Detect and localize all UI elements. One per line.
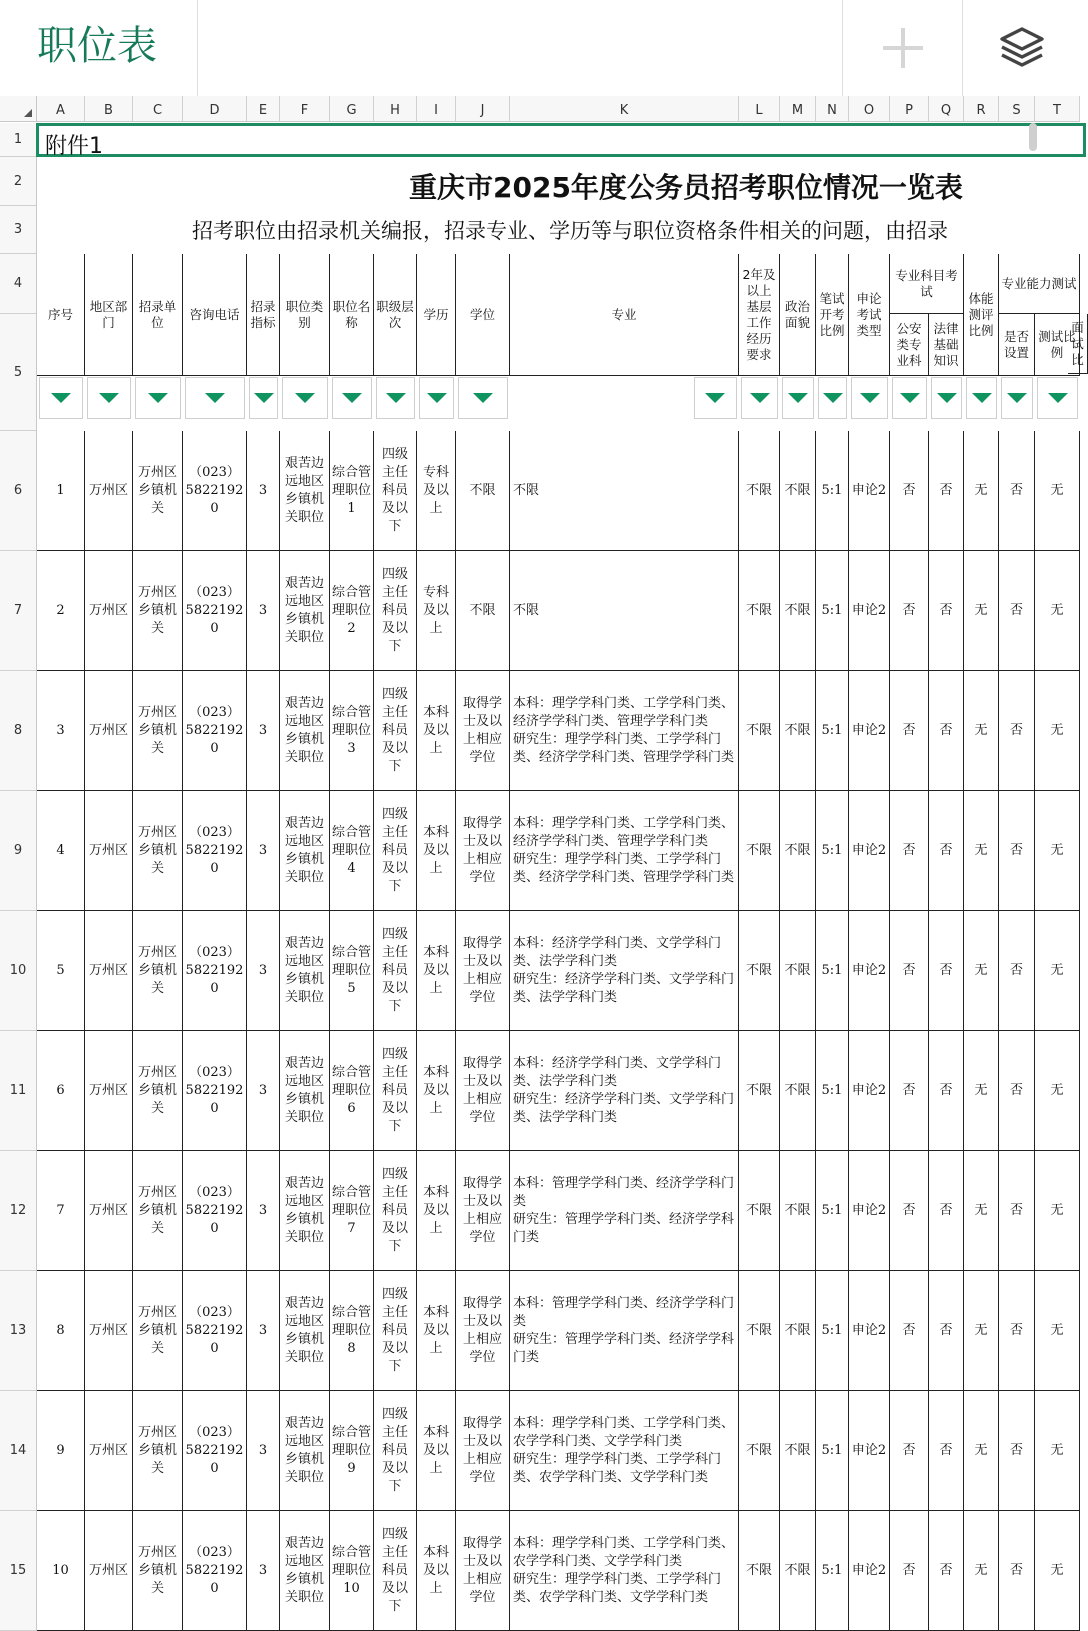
cell-phys[interactable]: 无: [964, 1511, 999, 1631]
cell-law[interactable]: 否: [929, 1391, 964, 1511]
cell-seq[interactable]: 8: [37, 1271, 85, 1391]
cell-major[interactable]: 本科：理学学科门类、工学学科门类、经济学学科门类、管理学学科门类 研究生：理学学科门类、工学学科门类、经济学学科门类、管理学学科门类: [510, 671, 739, 791]
chevron-down-icon: [1007, 393, 1027, 403]
cell-phone[interactable]: （023）58221920: [183, 671, 247, 791]
column-header-B[interactable]: B: [85, 96, 133, 122]
cell-type[interactable]: 艰苦边远地区乡镇机关职位: [280, 1151, 330, 1271]
toolbar: [0, 0, 1080, 97]
table-title: 重庆市2025年度公务员招考职位情况一览表: [409, 171, 963, 204]
row-header-13[interactable]: 13: [0, 1271, 37, 1391]
header-essay_type[interactable]: 申论考试类型: [849, 254, 890, 376]
header-job_level[interactable]: 职级层次: [374, 254, 417, 376]
cell-exp[interactable]: 不限: [739, 431, 780, 551]
cell-quota[interactable]: 3: [247, 1391, 280, 1511]
cell-phys[interactable]: 无: [964, 1391, 999, 1511]
cell-pol[interactable]: 不限: [780, 1271, 816, 1391]
column-header-E[interactable]: E: [247, 96, 280, 122]
cell-name[interactable]: 综合管理职位7: [330, 1151, 374, 1271]
header-group-ability[interactable]: 专业能力测试: [999, 254, 1080, 314]
column-header-C[interactable]: C: [133, 96, 183, 122]
cell-level[interactable]: 四级主任科员及以下: [374, 431, 417, 551]
chevron-down-icon: [788, 393, 808, 403]
column-header-F[interactable]: F: [280, 96, 330, 122]
cell-degree[interactable]: 取得学士及以上相应学位: [456, 911, 510, 1031]
cell-level[interactable]: 四级主任科员及以下: [374, 1391, 417, 1511]
table-notice: 招考职位由招录机关编报，招录专业、学历等与职位资格条件相关的问题，由招录: [192, 219, 948, 243]
cell-exp[interactable]: 不限: [739, 1511, 780, 1631]
cell-exp[interactable]: 不限: [739, 1151, 780, 1271]
cell-police[interactable]: 否: [890, 1271, 929, 1391]
selected-cell-a1[interactable]: [36, 123, 1086, 157]
header-phone[interactable]: 咨询电话: [183, 254, 247, 376]
cell-region[interactable]: 万州区: [85, 791, 133, 911]
column-header-Q[interactable]: Q: [929, 96, 964, 122]
header-job_name[interactable]: 职位名称: [330, 254, 374, 376]
cell-pol[interactable]: 不限: [780, 911, 816, 1031]
plus-icon: [881, 26, 925, 70]
cell-type[interactable]: 艰苦边远地区乡镇机关职位: [280, 791, 330, 911]
row-header-1[interactable]: 1: [0, 123, 37, 157]
cell-edu[interactable]: 本科及以上: [417, 1511, 456, 1631]
cell-set[interactable]: 否: [999, 1031, 1035, 1151]
row-header-11[interactable]: 11: [0, 1031, 37, 1151]
cell-level[interactable]: 四级主任科员及以下: [374, 1511, 417, 1631]
cell-phone[interactable]: （023）58221920: [183, 911, 247, 1031]
cell-essay[interactable]: 申论2: [849, 431, 890, 551]
cell-name[interactable]: 综合管理职位8: [330, 1271, 374, 1391]
cell-phone[interactable]: （023）58221920: [183, 431, 247, 551]
header-quota[interactable]: 招录指标: [247, 254, 280, 376]
cell-pol[interactable]: 不限: [780, 1391, 816, 1511]
cell-tratio[interactable]: 无: [1035, 1151, 1080, 1271]
cell-unit[interactable]: 万州区乡镇机关: [133, 791, 183, 911]
cell-type[interactable]: 艰苦边远地区乡镇机关职位: [280, 911, 330, 1031]
cell-name[interactable]: 综合管理职位10: [330, 1511, 374, 1631]
cell-phone[interactable]: （023）58221920: [183, 551, 247, 671]
cell-phone[interactable]: （023）58221920: [183, 1151, 247, 1271]
cell-seq[interactable]: 2: [37, 551, 85, 671]
cell-phys[interactable]: 无: [964, 791, 999, 911]
cell-degree[interactable]: 取得学士及以上相应学位: [456, 671, 510, 791]
column-header-J[interactable]: J: [456, 96, 510, 122]
cell-seq[interactable]: 6: [37, 1031, 85, 1151]
cell-quota[interactable]: 3: [247, 1271, 280, 1391]
cell-essay[interactable]: 申论2: [849, 551, 890, 671]
cell-type[interactable]: 艰苦边远地区乡镇机关职位: [280, 1271, 330, 1391]
cell-edu[interactable]: 本科及以上: [417, 911, 456, 1031]
chevron-down-icon: [473, 393, 493, 403]
column-header-S[interactable]: S: [999, 96, 1035, 122]
cell-law[interactable]: 否: [929, 671, 964, 791]
cell-major[interactable]: 本科：理学学科门类、工学学科门类、农学学科门类、文学学科门类 研究生：理学学科门类、工学学科门类、农学学科门类、文学学科门类: [510, 1391, 739, 1511]
cell-degree[interactable]: 取得学士及以上相应学位: [456, 1151, 510, 1271]
cell-ratio[interactable]: 5:1: [816, 1391, 849, 1511]
cell-pol[interactable]: 不限: [780, 671, 816, 791]
cell-ratio[interactable]: 5:1: [816, 551, 849, 671]
cell-region[interactable]: 万州区: [85, 671, 133, 791]
cell-ratio[interactable]: 5:1: [816, 1151, 849, 1271]
cell-name[interactable]: 综合管理职位5: [330, 911, 374, 1031]
cell-ratio[interactable]: 5:1: [816, 1511, 849, 1631]
cell-unit[interactable]: 万州区乡镇机关: [133, 1511, 183, 1631]
cell-pol[interactable]: 不限: [780, 791, 816, 911]
cell-major[interactable]: 本科：管理学学科门类、经济学学科门类 研究生：管理学学科门类、经济学学科门类: [510, 1271, 739, 1391]
cell-essay[interactable]: 申论2: [849, 791, 890, 911]
spreadsheet-grid[interactable]: [0, 96, 1084, 1614]
cell-name[interactable]: 综合管理职位6: [330, 1031, 374, 1151]
layers-icon: [999, 25, 1045, 71]
chevron-down-icon: [386, 393, 406, 403]
chevron-down-icon: [148, 393, 168, 403]
cell-tratio[interactable]: 无: [1035, 1511, 1080, 1631]
cell-region[interactable]: 万州区: [85, 1271, 133, 1391]
cell-unit[interactable]: 万州区乡镇机关: [133, 671, 183, 791]
cell-quota[interactable]: 3: [247, 671, 280, 791]
cell-phys[interactable]: 无: [964, 1151, 999, 1271]
cell-unit[interactable]: 万州区乡镇机关: [133, 911, 183, 1031]
cell-phone[interactable]: （023）58221920: [183, 1031, 247, 1151]
cell-region[interactable]: 万州区: [85, 1151, 133, 1271]
header-experience[interactable]: 2年及以上基层工作经历要求: [739, 254, 780, 376]
cell-phone[interactable]: （023）58221920: [183, 1511, 247, 1631]
chevron-down-icon: [342, 393, 362, 403]
row-header-3[interactable]: 3: [0, 206, 37, 254]
row-header-8[interactable]: 8: [0, 671, 37, 791]
cell-phys[interactable]: 无: [964, 431, 999, 551]
header-physical[interactable]: 体能测评比例: [964, 254, 999, 376]
cell-exp[interactable]: 不限: [739, 671, 780, 791]
cell-degree[interactable]: 不限: [456, 551, 510, 671]
cell-major[interactable]: 本科：经济学学科门类、文学学科门类、法学学科门类 研究生：经济学学科门类、文学学科门类、法学学科门类: [510, 1031, 739, 1151]
cell-set[interactable]: 否: [999, 1271, 1035, 1391]
cell-region[interactable]: 万州区: [85, 1031, 133, 1151]
cell-level[interactable]: 四级主任科员及以下: [374, 1031, 417, 1151]
column-header-M[interactable]: M: [780, 96, 816, 122]
cell-edu[interactable]: 本科及以上: [417, 1391, 456, 1511]
chevron-down-icon: [860, 393, 880, 403]
cell-tratio[interactable]: 无: [1035, 671, 1080, 791]
chevron-down-icon: [51, 393, 71, 403]
cell-edu[interactable]: 本科及以上: [417, 671, 456, 791]
cell-law[interactable]: 否: [929, 1271, 964, 1391]
row-header-7[interactable]: 7: [0, 551, 37, 671]
cell-set[interactable]: 否: [999, 431, 1035, 551]
cell-name[interactable]: 综合管理职位9: [330, 1391, 374, 1511]
column-header-K[interactable]: K: [510, 96, 739, 122]
header-major[interactable]: 专业: [510, 254, 739, 376]
header-group-pro-exam[interactable]: 专业科目考试: [890, 254, 964, 314]
cell-tratio[interactable]: 无: [1035, 1391, 1080, 1511]
cell-phone[interactable]: （023）58221920: [183, 1271, 247, 1391]
cell-exp[interactable]: 不限: [739, 551, 780, 671]
cell-law[interactable]: 否: [929, 1511, 964, 1631]
cell-ratio[interactable]: 5:1: [816, 671, 849, 791]
row-header-12[interactable]: 12: [0, 1151, 37, 1271]
cell-a1-text: 附件1: [45, 134, 103, 159]
cell-phys[interactable]: 无: [964, 1031, 999, 1151]
cell-pol[interactable]: 不限: [780, 551, 816, 671]
cell-degree[interactable]: 取得学士及以上相应学位: [456, 1031, 510, 1151]
cell-seq[interactable]: 10: [37, 1511, 85, 1631]
header-unit[interactable]: 招录单位: [133, 254, 183, 376]
row-header-5[interactable]: 5: [0, 314, 37, 431]
cell-degree[interactable]: 不限: [456, 431, 510, 551]
cell-tratio[interactable]: 无: [1035, 1031, 1080, 1151]
cell-phys[interactable]: 无: [964, 1271, 999, 1391]
cell-unit[interactable]: 万州区乡镇机关: [133, 1271, 183, 1391]
chevron-down-icon: [205, 393, 225, 403]
cell-level[interactable]: 四级主任科员及以下: [374, 1151, 417, 1271]
cell-ratio[interactable]: 5:1: [816, 791, 849, 911]
sheet-title-cell[interactable]: [0, 0, 198, 96]
header-police[interactable]: 公安类专业科: [890, 314, 929, 376]
cell-name[interactable]: 综合管理职位1: [330, 431, 374, 551]
header-job_type[interactable]: 职位类别: [280, 254, 330, 376]
cell-level[interactable]: 四级主任科员及以下: [374, 671, 417, 791]
cell-name[interactable]: 综合管理职位3: [330, 671, 374, 791]
cell-region[interactable]: 万州区: [85, 431, 133, 551]
cell-set[interactable]: 否: [999, 1151, 1035, 1271]
cell-set[interactable]: 否: [999, 911, 1035, 1031]
cell-tratio[interactable]: 无: [1035, 911, 1080, 1031]
cell-degree[interactable]: 取得学士及以上相应学位: [456, 1271, 510, 1391]
cell-ratio[interactable]: 5:1: [816, 911, 849, 1031]
cell-pol[interactable]: 不限: [780, 431, 816, 551]
cell-set[interactable]: 否: [999, 551, 1035, 671]
cell-seq[interactable]: 7: [37, 1151, 85, 1271]
cell-ratio[interactable]: 5:1: [816, 431, 849, 551]
column-header-G[interactable]: G: [330, 96, 374, 122]
cell-seq[interactable]: 9: [37, 1391, 85, 1511]
cell-region[interactable]: 万州区: [85, 1391, 133, 1511]
header-ratio[interactable]: 笔试开考比例: [816, 254, 849, 376]
cell-law[interactable]: 否: [929, 551, 964, 671]
cell-law[interactable]: 否: [929, 911, 964, 1031]
cell-ratio[interactable]: 5:1: [816, 1031, 849, 1151]
header-next[interactable]: 面试比: [1068, 314, 1088, 374]
cell-exp[interactable]: 不限: [739, 1031, 780, 1151]
cell-pol[interactable]: 不限: [780, 1511, 816, 1631]
cell-tratio[interactable]: 无: [1035, 431, 1080, 551]
cell-quota[interactable]: 3: [247, 791, 280, 911]
header-political[interactable]: 政治面貌: [780, 254, 816, 376]
header-education[interactable]: 学历: [417, 254, 456, 376]
cell-edu[interactable]: 本科及以上: [417, 791, 456, 911]
cell-exp[interactable]: 不限: [739, 911, 780, 1031]
cell-edu[interactable]: 本科及以上: [417, 1031, 456, 1151]
cell-degree[interactable]: 取得学士及以上相应学位: [456, 1511, 510, 1631]
header-law[interactable]: 法律基础知识: [929, 314, 964, 376]
cell-essay[interactable]: 申论2: [849, 1511, 890, 1631]
header-test-ratio[interactable]: 测试比例: [1035, 314, 1080, 376]
cell-unit[interactable]: 万州区乡镇机关: [133, 1151, 183, 1271]
cell-set[interactable]: 否: [999, 671, 1035, 791]
column-header-O[interactable]: O: [849, 96, 890, 122]
cell-region[interactable]: 万州区: [85, 551, 133, 671]
cell-name[interactable]: 综合管理职位4: [330, 791, 374, 911]
cell-police[interactable]: 否: [890, 431, 929, 551]
chevron-down-icon: [295, 393, 315, 403]
column-header-R[interactable]: R: [964, 96, 999, 122]
cell-name[interactable]: 综合管理职位2: [330, 551, 374, 671]
column-header-A[interactable]: A: [37, 96, 85, 122]
cell-tratio[interactable]: 无: [1035, 791, 1080, 911]
scrollbar-thumb[interactable]: [1029, 123, 1037, 151]
column-header-H[interactable]: H: [374, 96, 417, 122]
cell-police[interactable]: 否: [890, 1031, 929, 1151]
row-header-2[interactable]: 2: [0, 157, 37, 206]
cell-law[interactable]: 否: [929, 431, 964, 551]
cell-essay[interactable]: 申论2: [849, 1391, 890, 1511]
cell-police[interactable]: 否: [890, 551, 929, 671]
cell-seq[interactable]: 5: [37, 911, 85, 1031]
cell-phys[interactable]: 无: [964, 671, 999, 791]
select-all-corner[interactable]: [0, 96, 37, 122]
cell-seq[interactable]: 3: [37, 671, 85, 791]
cell-edu[interactable]: 专科及以上: [417, 431, 456, 551]
cell-level[interactable]: 四级主任科员及以下: [374, 1271, 417, 1391]
row-header-4[interactable]: 4: [0, 254, 37, 314]
cell-quota[interactable]: 3: [247, 1511, 280, 1631]
cell-type[interactable]: 艰苦边远地区乡镇机关职位: [280, 1511, 330, 1631]
cell-quota[interactable]: 3: [247, 551, 280, 671]
column-header-T[interactable]: T: [1035, 96, 1080, 122]
cell-degree[interactable]: 取得学士及以上相应学位: [456, 791, 510, 911]
cell-essay[interactable]: 申论2: [849, 1151, 890, 1271]
cell-major[interactable]: 本科：管理学学科门类、经济学学科门类 研究生：管理学学科门类、经济学学科门类: [510, 1151, 739, 1271]
add-sheet-button[interactable]: [842, 0, 963, 96]
row-header-6[interactable]: 6: [0, 431, 37, 551]
cell-region[interactable]: 万州区: [85, 911, 133, 1031]
cell-level[interactable]: 四级主任科员及以下: [374, 791, 417, 911]
cell-police[interactable]: 否: [890, 671, 929, 791]
header-region[interactable]: 地区部门: [85, 254, 133, 376]
column-header-P[interactable]: P: [890, 96, 929, 122]
cell-unit[interactable]: 万州区乡镇机关: [133, 1391, 183, 1511]
cell-quota[interactable]: 3: [247, 431, 280, 551]
cell-set[interactable]: 否: [999, 1391, 1035, 1511]
column-header-I[interactable]: I: [417, 96, 456, 122]
cell-quota[interactable]: 3: [247, 1031, 280, 1151]
cell-type[interactable]: 艰苦边远地区乡镇机关职位: [280, 1391, 330, 1511]
chevron-down-icon: [1048, 393, 1068, 403]
cell-law[interactable]: 否: [929, 1151, 964, 1271]
cell-type[interactable]: 艰苦边远地区乡镇机关职位: [280, 551, 330, 671]
cell-degree[interactable]: 取得学士及以上相应学位: [456, 1391, 510, 1511]
cell-essay[interactable]: 申论2: [849, 1271, 890, 1391]
chevron-down-icon: [972, 393, 992, 403]
cell-unit[interactable]: 万州区乡镇机关: [133, 551, 183, 671]
cell-ratio[interactable]: 5:1: [816, 1271, 849, 1391]
cell-exp[interactable]: 不限: [739, 1391, 780, 1511]
cell-major[interactable]: 本科：经济学学科门类、文学学科门类、法学学科门类 研究生：经济学学科门类、文学学科门类、法学学科门类: [510, 911, 739, 1031]
cell-seq[interactable]: 4: [37, 791, 85, 911]
cell-exp[interactable]: 不限: [739, 1271, 780, 1391]
cell-level[interactable]: 四级主任科员及以下: [374, 911, 417, 1031]
sheet-list-button[interactable]: [962, 0, 1081, 96]
cell-pol[interactable]: 不限: [780, 1151, 816, 1271]
cell-police[interactable]: 否: [890, 1391, 929, 1511]
cell-essay[interactable]: 申论2: [849, 1031, 890, 1151]
column-header-N[interactable]: N: [816, 96, 849, 122]
chevron-down-icon: [823, 393, 843, 403]
cell-law[interactable]: 否: [929, 1031, 964, 1151]
cell-tratio[interactable]: 无: [1035, 551, 1080, 671]
chevron-down-icon: [99, 393, 119, 403]
cell-police[interactable]: 否: [890, 1151, 929, 1271]
cell-type[interactable]: 艰苦边远地区乡镇机关职位: [280, 1031, 330, 1151]
cell-unit[interactable]: 万州区乡镇机关: [133, 1031, 183, 1151]
cell-phys[interactable]: 无: [964, 551, 999, 671]
header-set[interactable]: 是否设置: [999, 314, 1035, 376]
cell-set[interactable]: 否: [999, 1511, 1035, 1631]
chevron-down-icon: [900, 393, 920, 403]
chevron-down-icon: [254, 393, 274, 403]
header-seq[interactable]: 序号: [37, 254, 85, 376]
cell-pol[interactable]: 不限: [780, 1031, 816, 1151]
column-header-D[interactable]: D: [183, 96, 247, 122]
row-header-15[interactable]: 15: [0, 1511, 37, 1631]
chevron-down-icon: [705, 393, 725, 403]
cell-law[interactable]: 否: [929, 791, 964, 911]
cell-phys[interactable]: 无: [964, 911, 999, 1031]
sheet-title: 职位表: [37, 23, 157, 69]
cell-tratio[interactable]: 无: [1035, 1271, 1080, 1391]
cell-edu[interactable]: 专科及以上: [417, 551, 456, 671]
cell-level[interactable]: 四级主任科员及以下: [374, 551, 417, 671]
cell-quota[interactable]: 3: [247, 911, 280, 1031]
cell-essay[interactable]: 申论2: [849, 671, 890, 791]
cell-type[interactable]: 艰苦边远地区乡镇机关职位: [280, 671, 330, 791]
cell-phone[interactable]: （023）58221920: [183, 791, 247, 911]
chevron-down-icon: [937, 393, 957, 403]
cell-region[interactable]: 万州区: [85, 1511, 133, 1631]
cell-police[interactable]: 否: [890, 791, 929, 911]
cell-police[interactable]: 否: [890, 1511, 929, 1631]
cell-police[interactable]: 否: [890, 911, 929, 1031]
cell-type[interactable]: 艰苦边远地区乡镇机关职位: [280, 431, 330, 551]
cell-exp[interactable]: 不限: [739, 791, 780, 911]
cell-phone[interactable]: （023）58221920: [183, 1391, 247, 1511]
cell-unit[interactable]: 万州区乡镇机关: [133, 431, 183, 551]
cell-seq[interactable]: 1: [37, 431, 85, 551]
cell-essay[interactable]: 申论2: [849, 911, 890, 1031]
cell-set[interactable]: 否: [999, 791, 1035, 911]
column-header-L[interactable]: L: [739, 96, 780, 122]
header-degree[interactable]: 学位: [456, 254, 510, 376]
cell-major[interactable]: 不限: [510, 431, 739, 551]
cell-edu[interactable]: 本科及以上: [417, 1151, 456, 1271]
cell-quota[interactable]: 3: [247, 1151, 280, 1271]
row-header-9[interactable]: 9: [0, 791, 37, 911]
row-header-10[interactable]: 10: [0, 911, 37, 1031]
cell-major[interactable]: 本科：理学学科门类、工学学科门类、经济学学科门类、管理学学科门类 研究生：理学学科门类、工学学科门类、经济学学科门类、管理学学科门类: [510, 791, 739, 911]
row-header-14[interactable]: 14: [0, 1391, 37, 1511]
cell-edu[interactable]: 本科及以上: [417, 1271, 456, 1391]
chevron-down-icon: [750, 393, 770, 403]
cell-major[interactable]: 本科：理学学科门类、工学学科门类、农学学科门类、文学学科门类 研究生：理学学科门类、工学学科门类、农学学科门类、文学学科门类: [510, 1511, 739, 1631]
chevron-down-icon: [427, 393, 447, 403]
cell-major[interactable]: 不限: [510, 551, 739, 671]
